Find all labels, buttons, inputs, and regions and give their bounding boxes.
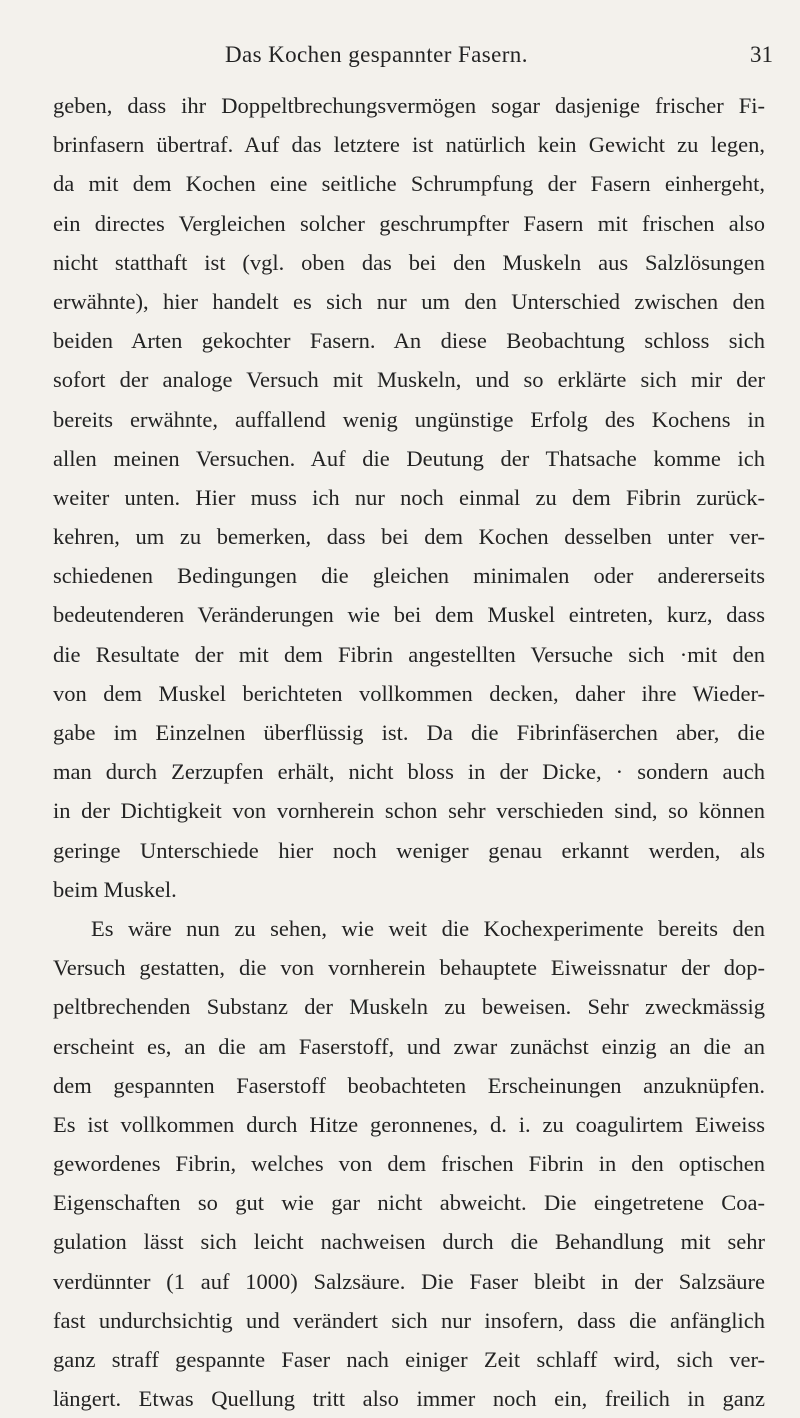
- text-line: erwähnte), hier handelt es sich nur um den Unterschied zwischen den: [53, 288, 765, 314]
- text-line: fast undurchsichtig und verändert sich nur insofern, dass die anfänglich: [53, 1307, 765, 1333]
- text-line: verdünnter (1 auf 1000) Salzsäure. Die Faser bleibt in der Salzsäure: [53, 1268, 765, 1294]
- text-line: Eigenschaften so gut wie gar nicht abweicht. Die eingetretene Coa-: [53, 1190, 765, 1216]
- text-line: kehren, um zu bemerken, dass bei dem Kochen desselben unter ver-: [53, 524, 765, 550]
- text-line: bedeutenderen Veränderungen wie bei dem Muskel eintreten, kurz, dass: [53, 602, 765, 628]
- text-line: schiedenen Bedingungen die gleichen minimalen oder andererseits: [53, 563, 765, 589]
- text-line: allen meinen Versuchen. Auf die Deutung der Thatsache komme ich: [53, 445, 765, 471]
- running-title: Das Kochen gespannter Fasern.: [225, 42, 528, 67]
- text-line: gulation lässt sich leicht nachweisen durch die Behandlung mit sehr: [53, 1229, 765, 1255]
- text-line: Es ist vollkommen durch Hitze geronnenes, d. i. zu coagulirtem Eiweiss: [53, 1111, 765, 1137]
- text-line: man durch Zerzupfen erhält, nicht bloss in der Dicke, · sondern auch: [53, 759, 765, 785]
- text-line: beiden Arten gekochter Fasern. An diese Beobachtung schloss sich: [53, 328, 765, 354]
- body-text: [53, 86, 765, 1418]
- text-line: die Resultate der mit dem Fibrin angestellten Versuche sich ·mit den: [53, 641, 765, 667]
- text-line: da mit dem Kochen eine seitliche Schrumpfung der Fasern einhergeht,: [53, 171, 765, 197]
- paragraph-end-line: beim Muskel.: [53, 876, 177, 902]
- text-line: ganz straff gespannte Faser nach einiger Zeit schlaff wird, sich ver-: [53, 1347, 765, 1372]
- text-line: längert. Etwas Quellung tritt also immer noch ein, freilich in ganz: [53, 1386, 765, 1412]
- text-line: brinfasern übertraf. Auf das letztere ist natürlich kein Gewicht zu legen,: [53, 132, 765, 158]
- text-line: gewordenes Fibrin, welches von dem frischen Fibrin in den optischen: [53, 1151, 765, 1177]
- text-line: sofort der analoge Versuch mit Muskeln, und so erklärte sich mir der: [53, 367, 765, 393]
- text-line: bereits erwähnte, auffallend wenig ungünstige Erfolg des Kochens in: [53, 406, 765, 432]
- text-line: dem gespannten Faserstoff beobachteten Erscheinungen anzuknüpfen.: [53, 1072, 765, 1098]
- text-line: in der Dichtigkeit von vornherein schon sehr verschieden sind, so können: [53, 798, 765, 824]
- text-line: nicht statthaft ist (vgl. oben das bei den Muskeln aus Salzlösungen: [53, 249, 765, 275]
- text-line: geringe Unterschiede hier noch weniger genau erkannt werden, als: [53, 837, 765, 863]
- text-line: peltbrechenden Substanz der Muskeln zu beweisen. Sehr zweckmässig: [53, 994, 765, 1020]
- text-line: weiter unten. Hier muss ich nur noch einmal zu dem Fibrin zurück-: [53, 484, 765, 510]
- text-line: geben, dass ihr Doppeltbrechungsvermögen sogar dasjenige frischer Fi-: [53, 93, 765, 118]
- paragraph-start-line: Es wäre nun zu sehen, wie weit die Kochexperimente bereits den: [91, 915, 765, 941]
- text-line: Versuch gestatten, die von vornherein behauptete Eiweissnatur der dop-: [53, 955, 765, 981]
- text-line: von dem Muskel berichteten vollkommen decken, daher ihre Wieder-: [53, 680, 765, 706]
- running-head: [0, 42, 800, 82]
- text-line: ein directes Vergleichen solcher geschrumpfter Fasern mit frischen also: [53, 210, 765, 236]
- text-line: erscheint es, an die am Faserstoff, und zwar zunächst einzig an die an: [53, 1033, 765, 1059]
- text-line: gabe im Einzelnen überflüssig ist. Da die Fibrinfäserchen aber, die: [53, 720, 765, 745]
- page-number: 31: [750, 42, 773, 67]
